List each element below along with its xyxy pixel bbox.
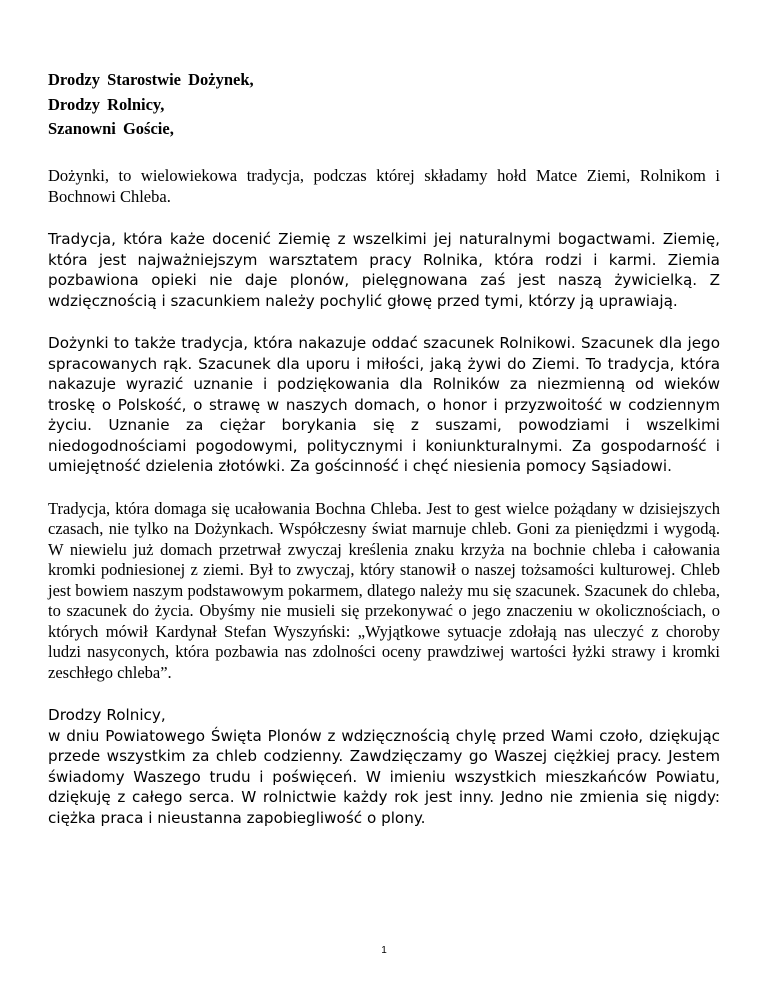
closing-salutation: Drodzy Rolnicy, [48,706,166,724]
paragraph-dozynki: Dożynki, to wielowiekowa tradycja, podczas której składamy hołd Matce Ziemi, Rolnikom i Bochnowi Chleba. [48,166,720,206]
paragraph-ziemia: Tradycja, która każe docenić Ziemię z wszelkimi jej naturalnymi bogactwami. Ziemię, która jest najważniejszym warsztatem pracy Rolnika, która rodzi i karmi. Ziemia pozbawiona opieki nie daje plonów, pielęgnowana zaś jest naszą żywicielką. Z wdzięcznością i szacunkiem należy pochylić głowę przed tymi, którzy ją uprawiają. [48,230,720,310]
greeting-line-goscie: Szanowni Goście, [48,119,174,138]
closing-text: w dniu Powiatowego Święta Plonów z wdzięcznością chylę przed Wami czoło, dziękując przede wszystkim za chleb codzienny. Zawdzięczamy go Waszej ciężkiej pracy. Jestem świadomy Waszego trudu i poświęceń. W imieniu wszystkich mieszkańców Powiatu, dziękuję z całego serca. W rolnictwie każdy rok jest inny. Jedno nie zmienia się nigdy: ciężka praca i nieustanna zapobiegliwość o plony. [48,726,720,827]
letter-body [48,166,720,850]
page-number: 1 [381,945,387,956]
closing-paragraph [48,705,720,828]
greeting-block [48,68,720,142]
greeting-line-rolnicy: Drodzy Rolnicy, [48,94,165,114]
greeting-line-starostwie: Drodzy Starostwie Dożynek, [48,70,254,89]
paragraph-rolnik: Dożynki to także tradycja, która nakazuje oddać szacunek Rolnikowi. Szacunek dla jego spracowanych rąk. Szacunek dla uporu i miłości, jaką żywi do Ziemi. To tradycja, która nakazuje wyrazić uznanie i podziękowania dla Rolników za niezmienną od wieków troskę o Polskość, o strawę w naszych domach, o honor i przyzwoitość w codziennym życiu. Uznanie za ciężar borykania się z suszami, powodziami i wszelkimi niedogodnościami pogodowymi, politycznymi i koniunkturalnymi. Za gospodarność i umiejętność dzielenia złotówki. Za gościnność i chęć niesienia pomocy Sąsiadowi. [48,334,720,475]
paragraph-chleb: Tradycja, która domaga się ucałowania Bochna Chleba. Jest to gest wielce pożądany w dzisiejszych czasach, nie tylko na Dożynkach. Współczesny świat marnuje chleb. Goni za pieniędzmi i wygodą. W niewielu już domach przetrwał zwyczaj kreślenia znaku krzyża na bochnie chleba i całowania kromki podniesionej z ziemi. Był to zwyczaj, który stanowił o naszej tożsamości kulturowej. Chleb jest bowiem naszym podstawowym pokarmem, dlatego należy mu się szacunek. Szacunek do chleba, to szacunek do życia. Obyśmy nie musieli się przekonywać o jego znaczeniu w okolicznościach, o których mówił Kardynał Stefan Wyszyński: „Wyjątkowe sytuacje zdołają nas uleczyć z choroby ludzi nasyconych, która pozbawia nas zdolności oceny prawdziwej wartości łyżki strawy i kromki zeschłego chleba”. [48,498,720,682]
